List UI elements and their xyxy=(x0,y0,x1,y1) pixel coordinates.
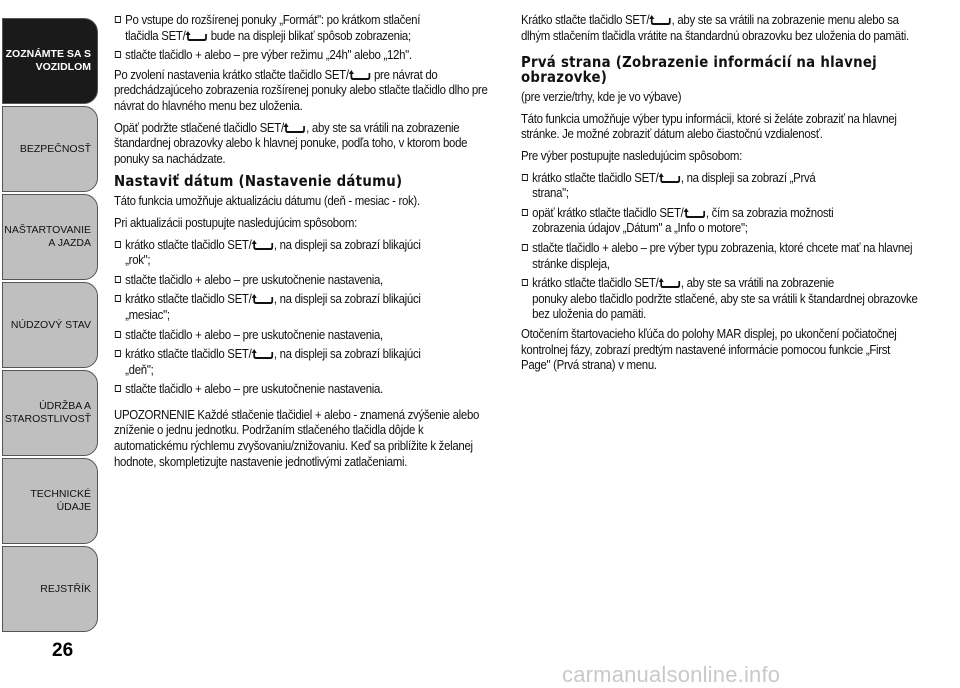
watermark: carmanualsonline.info xyxy=(562,662,781,687)
paragraph: Otočením štartovacieho kľúča do polohy MAR displej, po ukončení počiatočnej kontrolnej fázy, zobrazí predtým nastavené informácie pomocou funkcie „First Page" (Prvá strana) v menu. xyxy=(521,325,897,373)
text: krátko stlačte tlačidlo SET/ xyxy=(125,236,252,252)
tab-technicke-udaje[interactable] xyxy=(2,458,98,544)
tab-label: TECHNICKÉ ÚDAJE xyxy=(30,488,91,513)
paragraph xyxy=(114,120,499,167)
set-back-icon xyxy=(251,293,273,304)
tab-bezpecnost[interactable] xyxy=(2,106,98,192)
text: strana"; xyxy=(532,185,569,201)
set-back-icon xyxy=(658,172,680,183)
text: krátko stlačte tlačidlo SET/ xyxy=(125,346,252,362)
text: , aby ste sa vrátili na zobrazenie štandardnej obrazovky alebo k hlavnej ponuke, podľa toho, v ktorom bode ponuky sa nachádzate. xyxy=(114,119,468,166)
text: tlačidla SET/ xyxy=(125,27,186,43)
list-item xyxy=(521,240,918,271)
list-item xyxy=(521,275,918,322)
text: stlačte tlačidlo + alebo – pre uskutočnenie nastavenia, xyxy=(125,326,383,342)
tab-label: ÚDRŽBA A STAROSTLIVOSŤ xyxy=(4,400,91,425)
text: Po vstupe do rozšírenej ponuky „Formát": po krátkom stlačení xyxy=(125,12,421,27)
paragraph xyxy=(521,12,918,43)
list-item xyxy=(114,237,499,268)
paragraph: Pri aktualizácii postupujte nasledujúcim spôsobom: xyxy=(114,214,358,230)
column-right xyxy=(521,12,918,379)
text: , na displeji sa zobrazí blikajúci xyxy=(273,346,421,362)
text: , čím sa zobrazia možnosti xyxy=(705,204,834,220)
set-back-icon xyxy=(251,348,273,359)
text: „deň"; xyxy=(125,361,154,377)
tab-nastartovanie[interactable] xyxy=(2,194,98,280)
text: stlačte tlačidlo + alebo – pre uskutočnenie nastavenia, xyxy=(125,271,383,287)
text: Opäť podržte stlačené tlačidlo SET/ xyxy=(114,119,284,135)
text: krátko stlačte tlačidlo SET/ xyxy=(532,275,659,291)
list-item xyxy=(521,205,918,236)
text: zobrazenia údajov „Dátum" a „Info o motore"; xyxy=(532,220,748,236)
text: pre návrat do predchádzajúceho zobrazenia rozšírenej ponuky alebo stlačte tlačidlo dlho pre návrat do hlavného menu bez uloženia. xyxy=(114,66,488,113)
text: bude na displeji blikať spôsob zobrazenia; xyxy=(210,27,411,43)
text: stlačte tlačidlo + alebo – pre výber režimu „24h" alebo „12h". xyxy=(125,47,412,63)
text: , aby ste sa vrátili na zobrazenie menu alebo sa dlhým stlačením tlačidla vrátite na štandardnú obrazovku bez uloženia do pamäti. xyxy=(521,12,909,43)
text: krátko stlačte tlačidlo SET/ xyxy=(532,169,659,185)
paragraph: Táto funkcia umožňuje výber typu informácii, ktoré si želáte zobraziť na hlavnej stránke. Je možné zobraziť dátum alebo čiastočnú vzdialenosť. xyxy=(521,110,897,142)
text: , aby ste sa vrátili na zobrazenie xyxy=(680,275,834,291)
text: stlačte tlačidlo + alebo – pre uskutočnenie nastavenia. xyxy=(125,381,383,397)
set-back-icon xyxy=(185,30,207,41)
set-back-icon xyxy=(349,69,371,80)
text: „rok"; xyxy=(125,252,151,268)
tab-rejstrik[interactable] xyxy=(2,546,98,632)
column-left xyxy=(114,12,499,475)
tab-label: BEZPEČNOSŤ xyxy=(19,142,91,155)
section-sidebar xyxy=(0,18,100,636)
text: „mesiac"; xyxy=(125,306,170,322)
text: ponuky alebo tlačidlo podržte stlačené, aby ste sa vrátili k štandardnej obrazovke bez uloženia do pamäti. xyxy=(532,290,918,322)
section-heading: Nastaviť dátum (Nastavenie dátumu) xyxy=(114,172,403,191)
text: Po zvolení nastavenia krátko stlačte tlačidlo SET/ xyxy=(114,66,349,82)
paragraph xyxy=(114,67,499,114)
list-item xyxy=(114,327,499,343)
tab-zoznamte-sa[interactable] xyxy=(2,18,98,104)
page-number: 26 xyxy=(52,640,74,661)
list-item xyxy=(114,272,499,288)
list-item xyxy=(521,170,918,201)
section-heading: Prvá strana (Zobrazenie informácií na hlavnej obrazovke) xyxy=(521,53,877,87)
subheading-note: (pre verzie/trhy, kde je vo výbave) xyxy=(521,89,682,105)
tab-label: ZOZNÁMTE SA S VOZIDLOM xyxy=(5,48,91,73)
tab-udrzba[interactable] xyxy=(2,370,98,456)
text: , na displeji sa zobrazí blikajúci xyxy=(273,236,421,252)
list-item xyxy=(114,346,499,377)
text: krátko stlačte tlačidlo SET/ xyxy=(125,291,252,307)
tab-label: REJSTŘÍK xyxy=(40,582,91,595)
text: , na displeji sa zobrazí blikajúci xyxy=(273,291,421,307)
list-item xyxy=(114,12,499,43)
set-back-icon xyxy=(658,277,680,288)
paragraph: Táto funkcia umožňuje aktualizáciu dátumu (deň - mesiac - rok). xyxy=(114,193,420,209)
tab-nudzovy-stav[interactable] xyxy=(2,282,98,368)
warning-paragraph: UPOZORNENIE Každé stlačenie tlačidiel + alebo - znamená zvýšenie alebo zníženie o jednu jednotku. Podržaním stlačeného tlačidla dôjde k automatickému rýchlemu zvyšovaniu/znižovaniu. Keď sa priblížite k želanej hodnote, skompletizujte nastavenie jednotlivými zatlačeniami. xyxy=(114,406,480,469)
text: , na displeji sa zobrazí „Prvá xyxy=(680,169,816,185)
paragraph: Pre výber postupujte nasledujúcim spôsobom: xyxy=(521,147,742,163)
set-back-icon xyxy=(649,14,671,25)
set-back-icon xyxy=(251,239,273,250)
set-back-icon xyxy=(684,207,706,218)
text: stlačte tlačidlo + alebo – pre výber typu zobrazenia, ktoré chcete mať na hlavnej stránke displeja, xyxy=(532,239,913,271)
text: Krátko stlačte tlačidlo SET/ xyxy=(521,12,650,27)
list-item xyxy=(114,47,499,63)
list-item xyxy=(114,291,499,322)
tab-label: NAŠTARTOVANIE A JAZDA xyxy=(4,224,91,249)
set-back-icon xyxy=(284,122,306,133)
list-item xyxy=(114,381,499,397)
text: opäť krátko stlačte tlačidlo SET/ xyxy=(532,204,684,220)
tab-label: NÚDZOVÝ STAV xyxy=(10,318,91,331)
